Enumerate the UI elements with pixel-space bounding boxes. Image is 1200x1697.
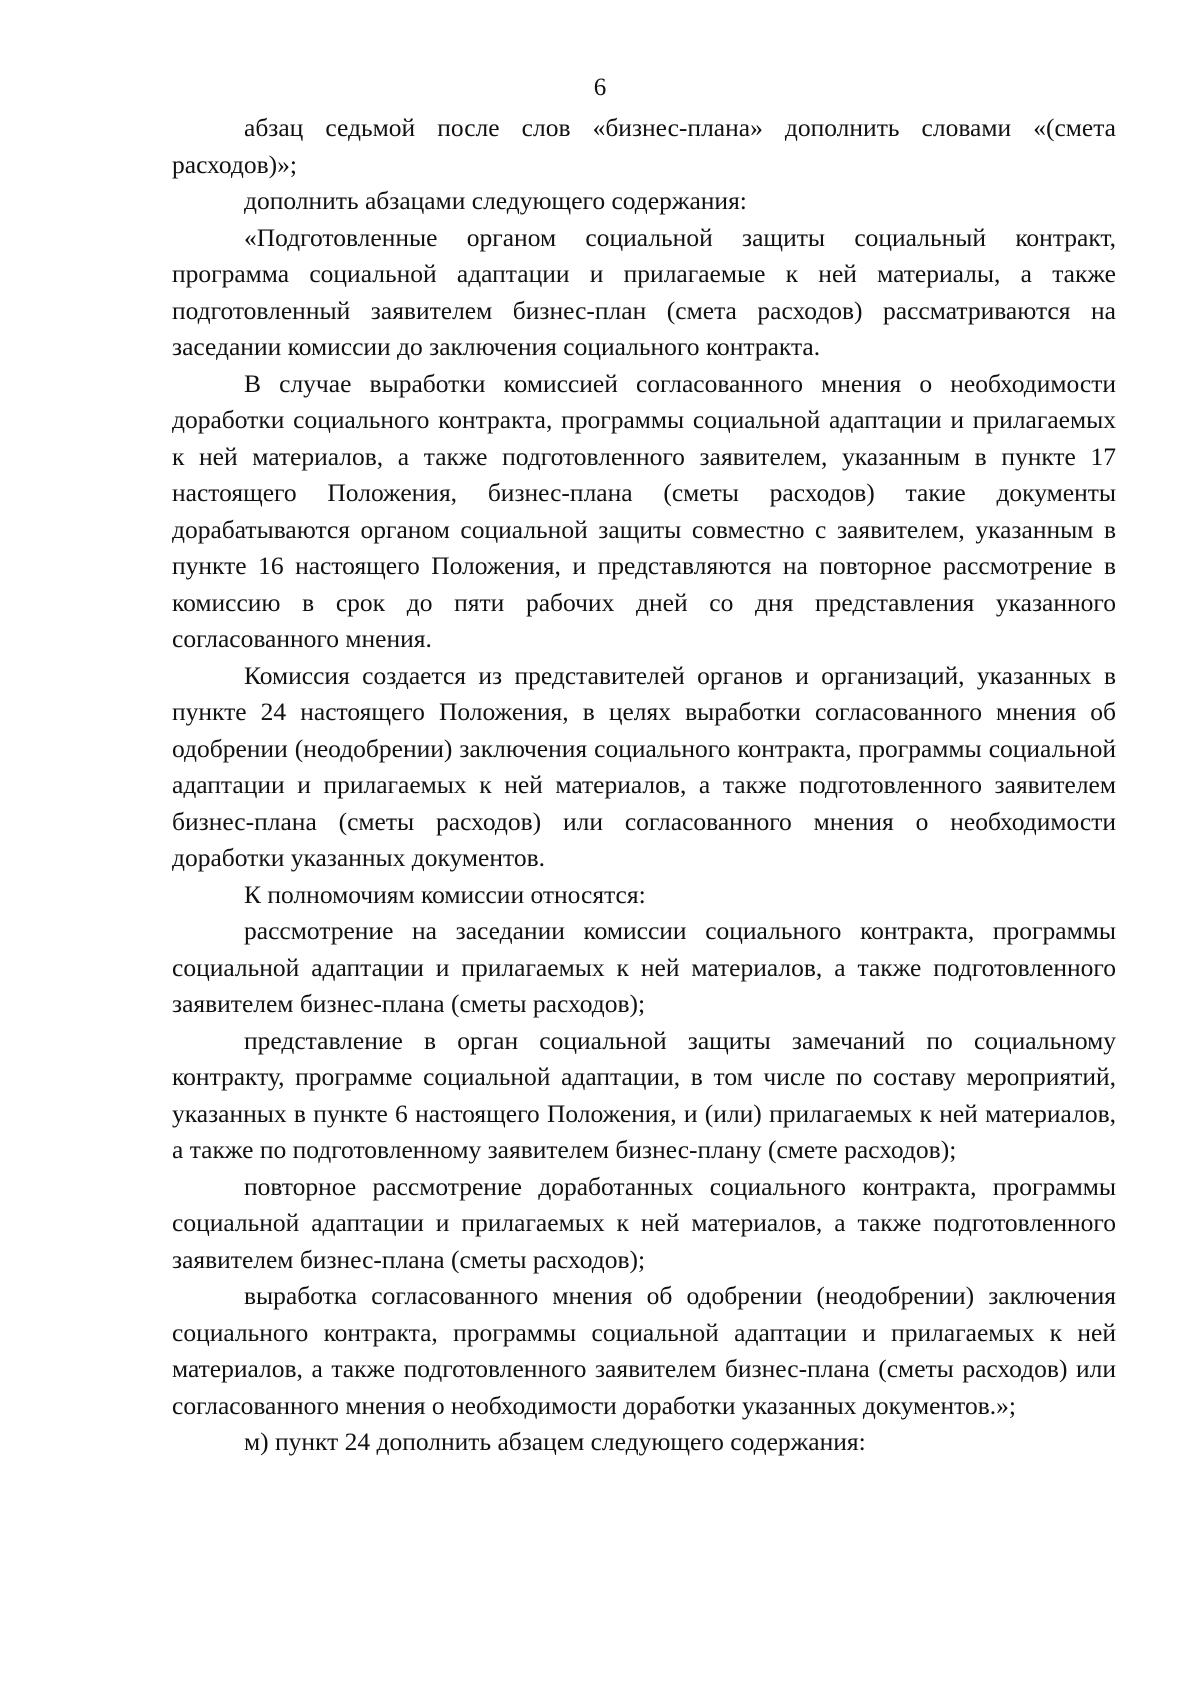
paragraph: выработка согласованного мнения об одобрении (неодобрении) заключения социального контракта, программы социальной адаптации и прилагаемых к ней материалов, а также подготовленного заявителем бизнес-плана (сметы расходов) или согласованного мнения о необходимости доработки указанных документов.»; bbox=[172, 1281, 1116, 1420]
paragraph: абзац седьмой после слов «бизнес-плана» дополнить словами «(смета расходов)»; bbox=[172, 113, 1116, 179]
paragraph: дополнить абзацами следующего содержания: bbox=[244, 186, 747, 215]
document-body bbox=[172, 110, 1116, 1461]
paragraph: повторное рассмотрение доработанных социального контракта, программы социальной адаптации и прилагаемых к ней материалов, а также подготовленного заявителем бизнес-плана (сметы расходов); bbox=[172, 1171, 1116, 1274]
paragraph: К полномочиям комиссии относятся: bbox=[244, 879, 646, 909]
paragraph: рассмотрение на заседании комиссии социального контракта, программы социальной адаптации и прилагаемых к ней материалов, а также подготовленного заявителем бизнес-плана (сметы расходов); bbox=[172, 916, 1116, 1018]
page-number: 6 bbox=[593, 74, 607, 101]
paragraph: В случае выработки комиссией согласованного мнения о необходимости доработки социального контракта, программы социальной адаптации и прилагаемых к ней материалов, а также подготовленного заявителем, указанным в пункте 17 настоящего Положения, бизнес-плана (сметы расходов) такие документы дорабатываются органом социальной защиты совместно с заявителем, указанным в пункте 16 настоящего Положения, и представляются на повторное рассмотрение в комиссию в срок до пяти рабочих дней со дня представления указанного согласованного мнения. bbox=[172, 368, 1116, 653]
paragraph: «Подготовленные органом социальной защиты социальный контракт, программа социальной адаптации и прилагаемые к ней материалы, а также подготовленный заявителем бизнес-план (смета расходов) рассматриваются на заседании комиссии до заключения социального контракта. bbox=[172, 222, 1116, 361]
paragraph: Комиссия создается из представителей органов и организаций, указанных в пункте 24 настоящего Положения, в целях выработки согласованного мнения об одобрении (неодобрении) заключения социального контракта, программы социальной адаптации и прилагаемых к ней материалов, а также подготовленного заявителем бизнес-плана (сметы расходов) или согласованного мнения о необходимости доработки указанных документов. bbox=[172, 660, 1116, 872]
paragraph: представление в орган социальной защиты замечаний по социальному контракту, программе социальной адаптации, в том числе по составу мероприятий, указанных в пункте 6 настоящего Положения, и (или) прилагаемых к ней материалов, а также по подготовленному заявителем бизнес-плану (смете расходов); bbox=[172, 1025, 1116, 1164]
paragraph: м) пункт 24 дополнить абзацем следующего содержания: bbox=[244, 1427, 866, 1456]
